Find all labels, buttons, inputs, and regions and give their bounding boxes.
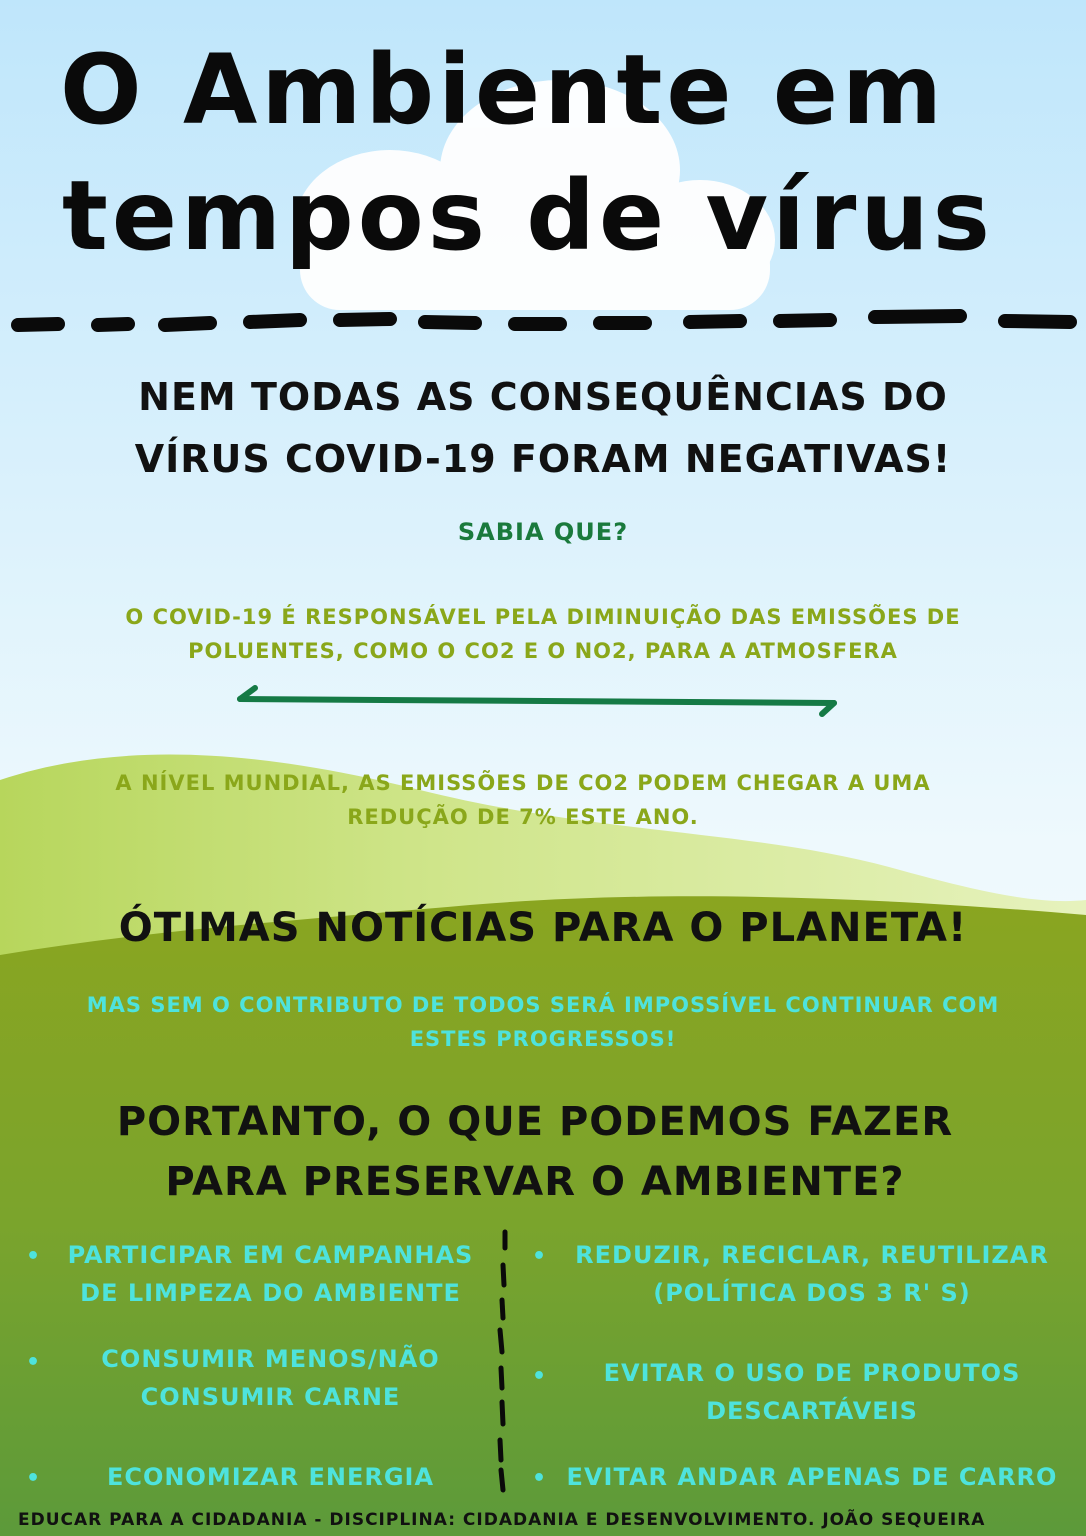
question-line2: PARA PRESERVAR O AMBIENTE? xyxy=(165,1159,905,1205)
action-line: DE LIMPEZA DO AMBIENTE xyxy=(80,1279,461,1307)
action-line: REDUZIR, RECICLAR, REUTILIZAR xyxy=(575,1241,1049,1269)
action-line: CONSUMIR CARNE xyxy=(140,1383,401,1411)
fact-co2-reduction-line2: REDUÇÃO DE 7% ESTE ANO. xyxy=(347,805,699,829)
poster-title-line1: O Ambiente em xyxy=(60,34,946,146)
good-news-heading: ÓTIMAS NOTÍCIAS PARA O PLANETA! xyxy=(118,905,968,951)
question-heading xyxy=(0,1092,1070,1212)
did-you-know: SABIA QUE? xyxy=(457,518,629,546)
action-line: CONSUMIR MENOS/NÃO xyxy=(101,1345,440,1373)
bullet-icon: • xyxy=(26,1466,41,1491)
question-line1: PORTANTO, O QUE PODEMOS FAZER xyxy=(116,1099,954,1145)
action-avoid-car: EVITAR ANDAR APENAS DE CARRO xyxy=(566,1463,1058,1491)
action-line: (POLÍTICA DOS 3 R' S) xyxy=(653,1279,971,1307)
action-cleanup-campaigns xyxy=(48,1236,493,1312)
contribution-line1: MAS SEM O CONTRIBUTO DE TODOS SERÁ IMPOSSÍVEL CONTINUAR COM xyxy=(86,993,1000,1017)
bullet-icon: • xyxy=(532,1466,547,1491)
bullet-icon: • xyxy=(532,1364,547,1389)
fact-co2-no2-line1: O COVID-19 É RESPONSÁVEL PELA DIMINUIÇÃO DAS EMISSÕES DE xyxy=(125,605,961,629)
action-less-meat xyxy=(48,1340,493,1416)
poster-title-line2: tempos de vírus xyxy=(62,160,994,272)
fact-co2-no2 xyxy=(60,600,1026,668)
headline-line1: NEM TODAS AS CONSEQUÊNCIAS DO xyxy=(138,375,948,419)
headline-line2: VÍRUS COVID-19 FORAM NEGATIVAS! xyxy=(134,437,952,481)
action-save-energy: ECONOMIZAR ENERGIA xyxy=(106,1463,435,1491)
footer-credits: EDUCAR PARA A CIDADANIA - DISCIPLINA: CIDADANIA E DESENVOLVIMENTO. JOÃO SEQUEIRA xyxy=(18,1510,986,1530)
action-avoid-disposables xyxy=(552,1354,1072,1430)
fact-co2-no2-line2: POLUENTES, COMO O CO2 E O NO2, PARA A ATMOSFERA xyxy=(188,639,898,663)
bullet-icon: • xyxy=(26,1244,41,1269)
fact-co2-reduction-line1: A NÍVEL MUNDIAL, AS EMISSÕES DE CO2 PODEM CHEGAR A UMA xyxy=(115,771,931,795)
action-line: EVITAR O USO DE PRODUTOS xyxy=(603,1359,1021,1387)
action-line: DESCARTÁVEIS xyxy=(706,1397,918,1425)
headline xyxy=(0,366,1086,490)
bullet-icon: • xyxy=(26,1350,41,1375)
fact-co2-reduction xyxy=(40,766,1006,834)
contribution-line2: ESTES PROGRESSOS! xyxy=(409,1027,677,1051)
action-3rs xyxy=(552,1236,1072,1312)
contribution-text xyxy=(40,988,1046,1056)
bullet-icon: • xyxy=(532,1244,547,1269)
action-line: PARTICIPAR EM CAMPANHAS xyxy=(67,1241,474,1269)
